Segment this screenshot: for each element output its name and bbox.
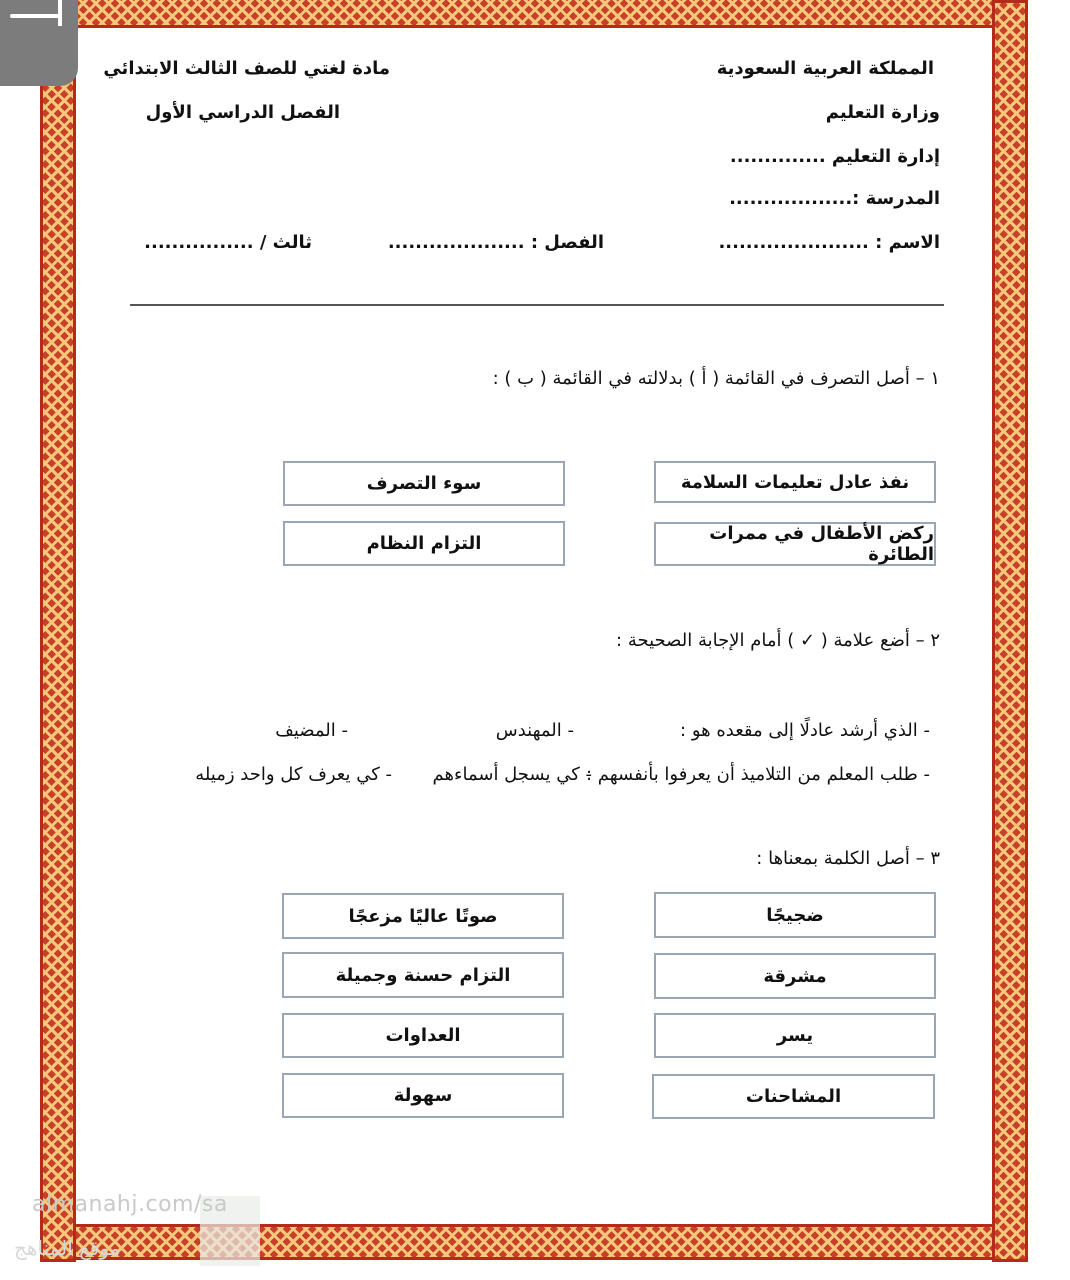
- menu-icon: [10, 14, 62, 18]
- header-divider: [130, 304, 944, 306]
- q2-prompt: ٢ – أضع علامة ( ✓ ) أمام الإجابة الصحيحة :: [616, 630, 940, 651]
- q3-word: يسر: [654, 1013, 936, 1058]
- ornamental-border-left: [40, 0, 76, 1262]
- q3-prompt: ٣ – أصل الكلمة بمعناها :: [756, 848, 940, 869]
- q1-column-b-item: سوء التصرف: [283, 461, 565, 506]
- watermark-site: almanahj.com/sa: [32, 1192, 228, 1217]
- ornamental-border-top: [42, 0, 1028, 28]
- student-grade-field: ثالث / ................: [144, 232, 312, 253]
- q3-meaning: صوتًا عاليًا مزعجًا: [282, 893, 564, 939]
- q2-line1-question: - الذي أرشد عادلًا إلى مقعده هو :: [680, 720, 930, 741]
- header-kingdom: المملكة العربية السعودية: [716, 58, 934, 79]
- student-name-field: الاسم : ......................: [718, 232, 940, 253]
- q2-line2-option: - كي يسجل أسماءهم: [432, 764, 592, 785]
- header-school: المدرسة :..................: [729, 188, 940, 209]
- q1-prompt: ١ – أصل التصرف في القائمة ( أ ) بدلالته في القائمة ( ب ) :: [492, 368, 940, 389]
- student-class-field: الفصل : ....................: [387, 232, 604, 253]
- ornamental-border-right: [992, 0, 1028, 1262]
- q3-meaning: سهولة: [282, 1073, 564, 1118]
- header-directorate: إدارة التعليم ..............: [729, 146, 940, 167]
- q1-column-a-item: ركض الأطفال في ممرات الطائرة: [654, 522, 936, 566]
- q3-word: المشاحنات: [652, 1074, 935, 1119]
- header-ministry: وزارة التعليم: [825, 102, 940, 123]
- q2-line2-question: - طلب المعلم من التلاميذ أن يعرفوا بأنفسهم :: [585, 764, 930, 785]
- q1-column-a-item: نفذ عادل تعليمات السلامة: [654, 461, 936, 503]
- q3-word: مشرقة: [654, 953, 936, 999]
- watermark-brand: موقع المناهج: [14, 1236, 121, 1260]
- header-term: الفصل الدراسي الأول: [145, 102, 340, 123]
- header-subject: مادة لغتي للصف الثالث الابتدائي: [103, 58, 390, 79]
- q3-meaning: التزام حسنة وجميلة: [282, 952, 564, 998]
- q2-line2-option: - كي يعرف كل واحد زميله: [195, 764, 392, 785]
- menu-icon-accent: [58, 0, 62, 26]
- q1-column-b-item: التزام النظام: [283, 521, 565, 566]
- q2-line1-option: - المهندس: [495, 720, 574, 741]
- ornamental-border-bottom: [42, 1224, 1028, 1260]
- q3-meaning: العداوات: [282, 1013, 564, 1058]
- menu-button[interactable]: [0, 0, 78, 86]
- q3-word: ضجيجًا: [654, 892, 936, 938]
- q2-line1-option: - المضيف: [275, 720, 348, 741]
